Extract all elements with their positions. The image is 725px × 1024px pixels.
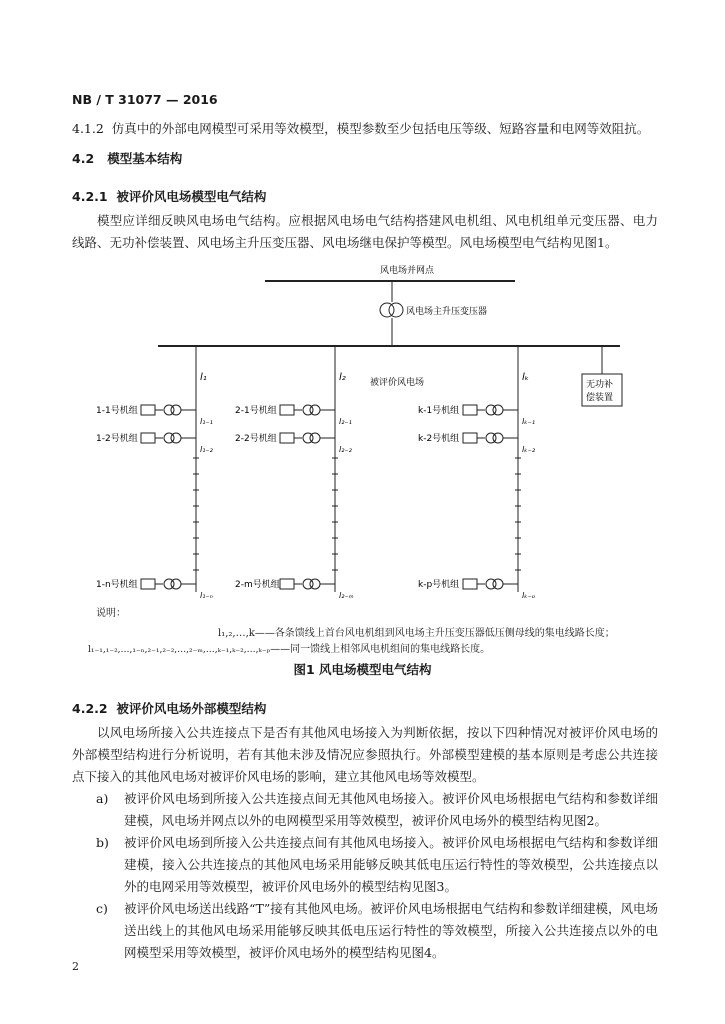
generator-symbol xyxy=(463,579,477,589)
generator-symbol xyxy=(280,405,294,415)
segment-length-label: l₂₋₁ xyxy=(339,417,352,426)
page-number: 2 xyxy=(72,960,79,973)
wind-unit-label: 2-m号机组 xyxy=(235,580,280,590)
section-number: 4.2.2 xyxy=(72,701,108,716)
generator-symbol xyxy=(141,433,155,443)
reactive-device-label-1: 无功补 xyxy=(586,380,614,390)
wind-unit-label: 1-n号机组 xyxy=(96,580,138,590)
generator-symbol xyxy=(141,579,155,589)
grid-point-label: 风电场并网点 xyxy=(380,266,435,276)
list-mark: a) xyxy=(96,791,109,806)
section-4-2-1-heading xyxy=(72,186,266,208)
list-item xyxy=(96,898,658,964)
segment-length-label: l₂₋₂ xyxy=(339,445,352,454)
section-number: 4.2 xyxy=(72,151,95,166)
segment-length-label: lₖ₋₁ xyxy=(522,417,536,426)
legend-text: ——同一馈线上相邻风电机组间的集电线路长度。 xyxy=(270,644,491,655)
unit-transformer-symbol xyxy=(171,433,181,443)
wind-unit-label: 1-2号机组 xyxy=(96,434,138,444)
segment-length-label: l₁₋₂ xyxy=(200,445,213,454)
main-transformer-label: 风电场主升压变压器 xyxy=(406,307,488,317)
generator-symbol xyxy=(463,405,477,415)
doc-code-header: NB / T 31077 — 2016 xyxy=(72,92,218,107)
figure-1-diagram xyxy=(80,262,640,598)
list-mark: b) xyxy=(96,835,109,850)
unit-transformer-symbol xyxy=(171,405,181,415)
legend-line-2 xyxy=(88,640,490,655)
section-4-2-2-paragraph: 以风电场所接入公共连接点下是否有其他风电场接入为判断依据，按以下四种情况对被评价风电场的外部模型结构进行分析说明，若有其他未涉及情况应参照执行。外部模型建模的基本原则是考虑公共连接点下接入的其他风电场对被评价风电场的影响，建立其他风电场等效模型。 xyxy=(72,725,658,784)
segment-length-label: lₖ₋₂ xyxy=(522,445,536,454)
list-mark: c) xyxy=(96,901,108,916)
section-title: 被评价风电场模型电气结构 xyxy=(116,189,267,204)
wind-farm-label: 被评价风电场 xyxy=(370,378,425,388)
list-text: 被评价风电场送出线路“T”接有其他风电场。被评价风电场根据电气结构和参数详细建模，风电场送出线上的其他风电场采用能够反映其低电压运行特性的等效模型，所接入公共连接点以外的电网模型采用等效模型，被评价风电场外的模型结构见图4。 xyxy=(124,901,658,960)
list-text: 被评价风电场到所接入公共连接点间无其他风电场接入。被评价风电场根据电气结构和参数详细建模，风电场并网点以外的电网模型采用等效模型，被评价风电场外的模型结构见图2。 xyxy=(124,791,658,828)
unit-transformer-symbol xyxy=(310,405,320,415)
wind-unit-label: 1-1号机组 xyxy=(96,406,138,416)
section-4-2-2-heading xyxy=(72,698,266,720)
unit-transformer-symbol xyxy=(493,433,503,443)
legend-line-1 xyxy=(218,624,615,639)
feeder-length-label: l₂ xyxy=(339,372,346,383)
generator-symbol xyxy=(463,433,477,443)
clause-text: 仿真中的外部电网模型可采用等效模型，模型参数至少包括电压等级、短路容量和电网等效阻抗。 xyxy=(111,121,650,136)
reactive-device-label-2: 偿装置 xyxy=(586,393,614,403)
list-text: 被评价风电场到所接入公共连接点间有其他风电场接入。被评价风电场根据电气结构和参数详细建模，接入公共连接点的其他风电场采用能够反映其低电压运行特性的等效模型，公共连接点以外的电网采用等效模型，被评价风电场外的模型结构见图3。 xyxy=(124,835,658,894)
legend-symbol: l₁,₂,…,k xyxy=(218,628,255,639)
list-item xyxy=(96,788,658,832)
clause-4-1-2 xyxy=(72,118,672,140)
segment-length-label: lₖ₋ₚ xyxy=(522,591,536,598)
section-title: 被评价风电场外部模型结构 xyxy=(116,701,267,716)
section-title: 模型基本结构 xyxy=(107,151,183,166)
feeder-length-label: lₖ xyxy=(522,372,530,383)
feeder-length-label: l₁ xyxy=(200,372,207,383)
wind-unit-label: k-2号机组 xyxy=(418,434,460,444)
legend-text: ——各条馈线上首台风电机组到风电场主升压变压器低压侧母线的集电线路长度； xyxy=(254,628,615,639)
segment-length-label: l₁₋₁ xyxy=(200,417,213,426)
figure-1-caption: 图1 风电场模型电气结构 xyxy=(293,662,432,677)
unit-transformer-symbol xyxy=(493,579,503,589)
unit-transformer-symbol xyxy=(493,405,503,415)
wind-unit-label: 2-1号机组 xyxy=(235,406,277,416)
wind-unit-label: k-1号机组 xyxy=(418,406,460,416)
list-item xyxy=(96,832,658,898)
segment-length-label: l₂₋ₘ xyxy=(339,591,354,598)
unit-transformer-symbol xyxy=(310,433,320,443)
unit-transformer-symbol xyxy=(171,579,181,589)
figure-legend-title: 说明： xyxy=(96,608,126,619)
generator-symbol xyxy=(141,405,155,415)
unit-transformer-symbol xyxy=(310,579,320,589)
clause-number: 4.1.2 xyxy=(72,121,104,136)
wind-unit-label: 2-2号机组 xyxy=(235,434,277,444)
legend-symbol: l₁₋₁,₁₋₂,…,₁₋ₙ,₂₋₁,₂₋₂,…,₂₋ₘ,…,ₖ₋₁,ₖ₋₂,…,ₖ₋ₚ xyxy=(88,645,271,655)
generator-symbol xyxy=(280,579,294,589)
generator-symbol xyxy=(280,433,294,443)
section-4-2-1-paragraph: 模型应详细反映风电场电气结构。应根据风电场电气结构搭建风电机组、风电机组单元变压器、电力线路、无功补偿装置、风电场主升压变压器、风电场继电保护等模型。风电场模型电气结构见图1。 xyxy=(72,213,658,250)
section-4-2-heading xyxy=(72,148,182,170)
segment-length-label: l₁₋ₙ xyxy=(200,591,213,598)
wind-unit-label: k-p号机组 xyxy=(418,580,460,590)
section-number: 4.2.1 xyxy=(72,189,108,204)
